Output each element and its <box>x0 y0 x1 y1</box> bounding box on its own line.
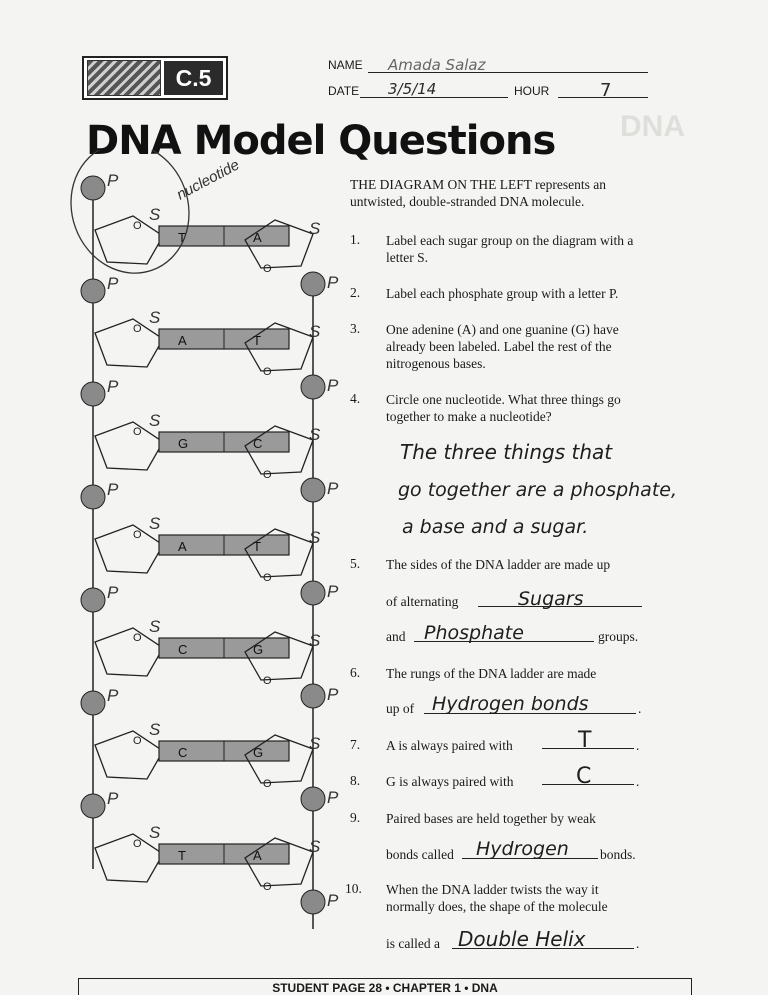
q7-blank[interactable] <box>542 728 634 753</box>
hour-label: HOUR <box>514 84 550 98</box>
date-label: DATE <box>328 84 360 98</box>
base-label-right: A <box>253 230 262 245</box>
q6-blank[interactable] <box>424 693 636 714</box>
q3-number: 3. <box>350 321 361 336</box>
ring-oxygen-label: O <box>263 263 272 275</box>
q6-text: The rungs of the DNA ladder are made <box>386 666 597 681</box>
sugar-label: S <box>309 425 321 444</box>
hour-field[interactable] <box>558 80 648 101</box>
q4-answer-line-3: a base and a sugar. <box>402 516 589 538</box>
base-label-right: C <box>253 436 263 451</box>
q10-text: When the DNA ladder twists the way it normally does, the shape of the molecule <box>386 882 608 914</box>
sugar-label: S <box>149 720 161 739</box>
q2-number: 2. <box>350 285 361 300</box>
q10-prefix: is called a <box>386 936 440 951</box>
ring-oxygen-label: O <box>133 838 142 850</box>
sugar-label: S <box>309 219 321 238</box>
sugar-label: S <box>309 734 321 753</box>
phosphate-label: P <box>107 583 119 602</box>
ring-oxygen-label: O <box>263 366 272 378</box>
base-label-left: A <box>178 539 187 554</box>
phosphate-label: P <box>107 377 119 396</box>
q9-number: 9. <box>350 810 361 825</box>
q5-answer-1: Sugars <box>518 588 584 610</box>
page-title: DNA Model Questions <box>86 118 556 164</box>
sugar-label: S <box>309 631 321 650</box>
phosphate-label: P <box>107 274 119 293</box>
ring-oxygen-label: O <box>133 735 142 747</box>
phosphate-circle <box>81 588 105 612</box>
q4-answer-line-1: The three things that <box>400 440 613 464</box>
q5-line-1-prefix: of alternating <box>386 594 459 609</box>
page-footer: STUDENT PAGE 28 • CHAPTER 1 • DNA <box>78 978 692 995</box>
q10-number: 10. <box>345 881 362 896</box>
base-label-right: T <box>253 333 261 348</box>
base-label-right: G <box>253 642 264 657</box>
ring-oxygen-label: O <box>263 778 272 790</box>
phosphate-label: P <box>327 788 339 807</box>
ring-oxygen-label: O <box>133 323 142 335</box>
phosphate-label: P <box>327 273 339 292</box>
sugar-label: S <box>149 411 161 430</box>
q1-number: 1. <box>350 232 361 247</box>
phosphate-label: P <box>327 582 339 601</box>
sugar-label: S <box>149 823 161 842</box>
q10-answer: Double Helix <box>458 927 586 951</box>
phosphate-circle <box>81 279 105 303</box>
dna-diagram <box>60 150 360 950</box>
q7-text: A is always paired with <box>386 738 513 753</box>
base-label-left: C <box>178 745 188 760</box>
ring-oxygen-label: O <box>133 426 142 438</box>
phosphate-circle <box>301 684 325 708</box>
phosphate-label: P <box>327 376 339 395</box>
phosphate-circle <box>81 794 105 818</box>
base-label-left: G <box>178 436 189 451</box>
phosphate-circle <box>301 478 325 502</box>
q8-answer: C <box>576 764 592 789</box>
q5-blank-1[interactable] <box>478 588 642 610</box>
q6-answer: Hydrogen bonds <box>432 693 589 715</box>
q4-answer-line-2: go together are a phosphate, <box>398 479 677 501</box>
phosphate-circle <box>301 890 325 914</box>
phosphate-label: P <box>327 479 339 498</box>
sugar-label: S <box>149 308 161 327</box>
q7-number: 7. <box>350 737 361 752</box>
phosphate-circle <box>301 787 325 811</box>
badge-code: C.5 <box>164 61 223 95</box>
base-label-right: G <box>253 745 264 760</box>
activity-badge <box>82 56 228 100</box>
phosphate-circle <box>81 485 105 509</box>
q5-text: The sides of the DNA ladder are made up <box>386 557 611 572</box>
q5-number: 5. <box>350 556 361 571</box>
q8-number: 8. <box>350 773 361 788</box>
q4-text: Circle one nucleotide. What three things go together to make a nucleotide? <box>386 392 621 424</box>
phosphate-circle <box>81 691 105 715</box>
phosphate-circle <box>81 176 105 200</box>
name-value: Amada Salaz <box>388 56 486 74</box>
nucleotide-annotation: nucleotide <box>173 156 243 204</box>
sugar-label: S <box>309 837 321 856</box>
ring-oxygen-label: O <box>133 529 142 541</box>
ring-oxygen-label: O <box>263 469 272 481</box>
q5-line-2-prefix: and <box>386 629 406 644</box>
sugar-label: S <box>309 322 321 341</box>
phosphate-circle <box>81 382 105 406</box>
q6-number: 6. <box>350 665 361 680</box>
base-label-left: T <box>178 230 186 245</box>
q5-answer-2: Phosphate <box>424 622 524 644</box>
q7-answer: T <box>578 728 592 753</box>
ring-oxygen-label: O <box>263 675 272 687</box>
q8-text: G is always paired with <box>386 774 514 789</box>
phosphate-circle <box>301 581 325 605</box>
phosphate-label: P <box>107 171 119 190</box>
q10-blank[interactable] <box>452 927 634 949</box>
date-value: 3/5/14 <box>388 80 437 98</box>
sugar-label: S <box>149 205 161 224</box>
phosphate-label: P <box>327 891 339 910</box>
ring-oxygen-label: O <box>263 881 272 893</box>
q9-suffix: bonds. <box>600 847 636 862</box>
sugar-label: S <box>309 528 321 547</box>
q5-blank-2[interactable] <box>414 622 594 642</box>
q9-text: Paired bases are held together by weak <box>386 811 596 826</box>
q1-text: Label each sugar group on the diagram with a letter S. <box>386 233 634 265</box>
base-label-right: T <box>253 539 261 554</box>
q3-text: One adenine (A) and one guanine (G) have already been labeled. Label the rest of the nitrogenous bases. <box>386 322 619 371</box>
phosphate-circle <box>301 375 325 399</box>
phosphate-label: P <box>107 686 119 705</box>
base-label-right: A <box>253 848 262 863</box>
q8-blank[interactable] <box>542 764 634 789</box>
base-label-left: T <box>178 848 186 863</box>
sugar-label: S <box>149 617 161 636</box>
base-label-left: C <box>178 642 188 657</box>
sugar-label: S <box>149 514 161 533</box>
phosphate-label: P <box>327 685 339 704</box>
ring-oxygen-label: O <box>263 572 272 584</box>
ring-oxygen-label: O <box>133 220 142 232</box>
phosphate-circle <box>301 272 325 296</box>
q6-prefix: up of <box>386 701 415 716</box>
ring-oxygen-label: O <box>133 632 142 644</box>
base-label-left: A <box>178 333 187 348</box>
q2-text: Label each phosphate group with a letter P. <box>386 286 619 301</box>
q9-prefix: bonds called <box>386 847 454 862</box>
phosphate-label: P <box>107 480 119 499</box>
badge-graphic <box>87 60 161 96</box>
q7-suffix: . <box>636 738 640 753</box>
phosphate-label: P <box>107 789 119 808</box>
q6-suffix: . <box>638 701 642 716</box>
q9-answer: Hydrogen <box>476 838 569 860</box>
q5-suffix: groups. <box>598 629 639 644</box>
name-label: NAME <box>328 58 363 72</box>
intro-text: THE DIAGRAM ON THE LEFT represents an untwisted, double-stranded DNA molecule. <box>350 177 606 209</box>
q10-suffix: . <box>636 936 640 951</box>
name-field[interactable] <box>368 56 648 73</box>
date-field[interactable] <box>360 80 508 98</box>
q4-number: 4. <box>350 391 361 406</box>
q9-blank[interactable] <box>462 838 598 859</box>
q8-suffix: . <box>636 774 640 789</box>
bleed-through-area: DNA <box>620 110 685 143</box>
hour-value: 7 <box>600 80 612 101</box>
